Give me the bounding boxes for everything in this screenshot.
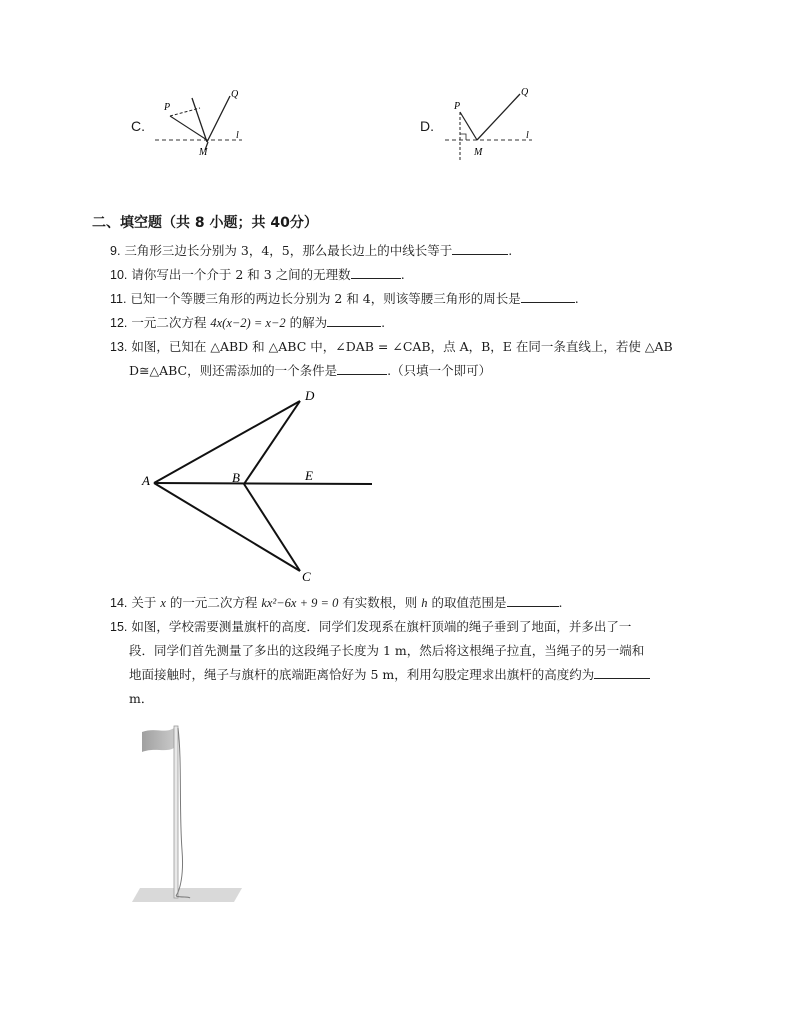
point-e: E [305,468,313,483]
option-c-m: M [199,147,208,158]
question-12 [110,314,385,332]
question-text-line2: D≅△ABC，则还需添加的一个条件是 [129,363,338,378]
question-text: 一元二次方程 [131,315,211,330]
segment-db [244,401,300,484]
question-text-line3: 地面接触时，绳子与旗杆的底端距离恰好为 5 m，利用勾股定理求出旗杆的高度约为 [129,667,595,682]
pole [174,726,178,898]
option-d-segment-pm [460,112,477,140]
option-d-label: D. [420,118,434,134]
question-number: 11. [110,292,127,306]
question-text: 已知一个等腰三角形的两边长分别为 2 和 4，则该等腰三角形的周长是 [130,291,521,306]
equation: 4x(x−2) = x−2 [210,316,286,330]
question-13 [110,338,673,380]
question-text-end: . [574,291,579,306]
option-c-segment-pm [170,116,207,140]
ground-shadow [132,888,242,902]
question-15 [110,618,650,708]
option-c-q: Q [231,89,239,100]
option-d-l: l [526,130,529,141]
point-c: C [302,569,311,583]
question-text-line4: m． [129,691,154,706]
option-d-m: M [474,147,483,158]
question-text-end: . [381,315,386,330]
question-number: 14. [110,596,128,610]
option-d-q: Q [521,87,529,98]
variable-h: h [421,596,428,610]
question-14 [110,594,563,612]
question-text-line1: 如图，学校需要测量旗杆的高度．同学们发现系在旗杆顶端的绳子垂到了地面，并多出了一 [131,619,632,634]
question-text: 三角形三边长分别为 3，4，5，那么最长边上的中线长等于 [124,243,453,258]
figure-13 [132,383,382,583]
option-c-figure [150,82,250,162]
line-abe [154,483,372,484]
segment-bc [244,484,300,571]
option-c-label: C. [131,118,145,134]
option-c-ray-mq [207,96,230,142]
answer-blank[interactable] [351,266,401,279]
question-text-line2: 段．同学们首先测量了多出的这段绳子长度为 1 m，然后将这根绳子拉直，当绳子的另一端和 [129,643,645,658]
equation: kx²−6x + 9 = 0 [261,596,339,610]
option-d-right-angle [460,134,466,140]
option-c-l: l [236,130,239,141]
question-text-end: . [558,595,563,610]
question-number: 9. [110,244,121,258]
segment-ad [154,401,300,483]
answer-blank[interactable] [327,314,381,327]
flag [142,728,174,752]
flagpole-figure [130,720,245,905]
question-number: 13. [110,340,128,354]
question-number: 12. [110,316,128,330]
option-d-p: P [454,101,461,112]
question-9 [110,242,512,260]
question-text-mid: 的一元二次方程 [165,595,262,610]
variable-x: x [160,596,166,610]
point-a: A [142,473,150,488]
question-number: 10. [110,268,128,282]
option-d-ray-mq [477,94,520,140]
question-text-line1: 如图，已知在 △ABD 和 △ABC 中，∠DAB = ∠CAB，点 A，B，E 在同一条直线上，若使 △AB [131,339,673,354]
point-b: B [232,470,240,485]
question-text: 关于 [131,595,161,610]
option-c-p: P [164,102,171,113]
question-10 [110,266,405,284]
question-text-end: . [508,243,513,258]
question-text-end: . [400,267,405,282]
section-title: 二、填空题（共 8 小题；共 40分） [92,215,318,231]
segment-ac [154,483,300,571]
question-text-end: .（只填一个即可） [387,363,492,378]
answer-blank[interactable] [452,242,508,255]
question-number: 15. [110,620,128,634]
option-d-figure [440,82,540,167]
question-11 [110,290,579,308]
option-c-dashed-pq [170,108,200,116]
point-d: D [305,388,315,403]
answer-blank[interactable] [337,362,387,375]
question-text-mid: 的解为 [285,315,328,330]
answer-blank[interactable] [521,290,575,303]
question-text-mid3: 的取值范围是 [427,595,507,610]
answer-blank[interactable] [507,594,559,607]
question-text-mid2: 有实数根，则 [338,595,422,610]
answer-blank[interactable] [594,666,650,679]
question-text: 请你写出一个介于 2 和 3 之间的无理数 [131,267,351,282]
